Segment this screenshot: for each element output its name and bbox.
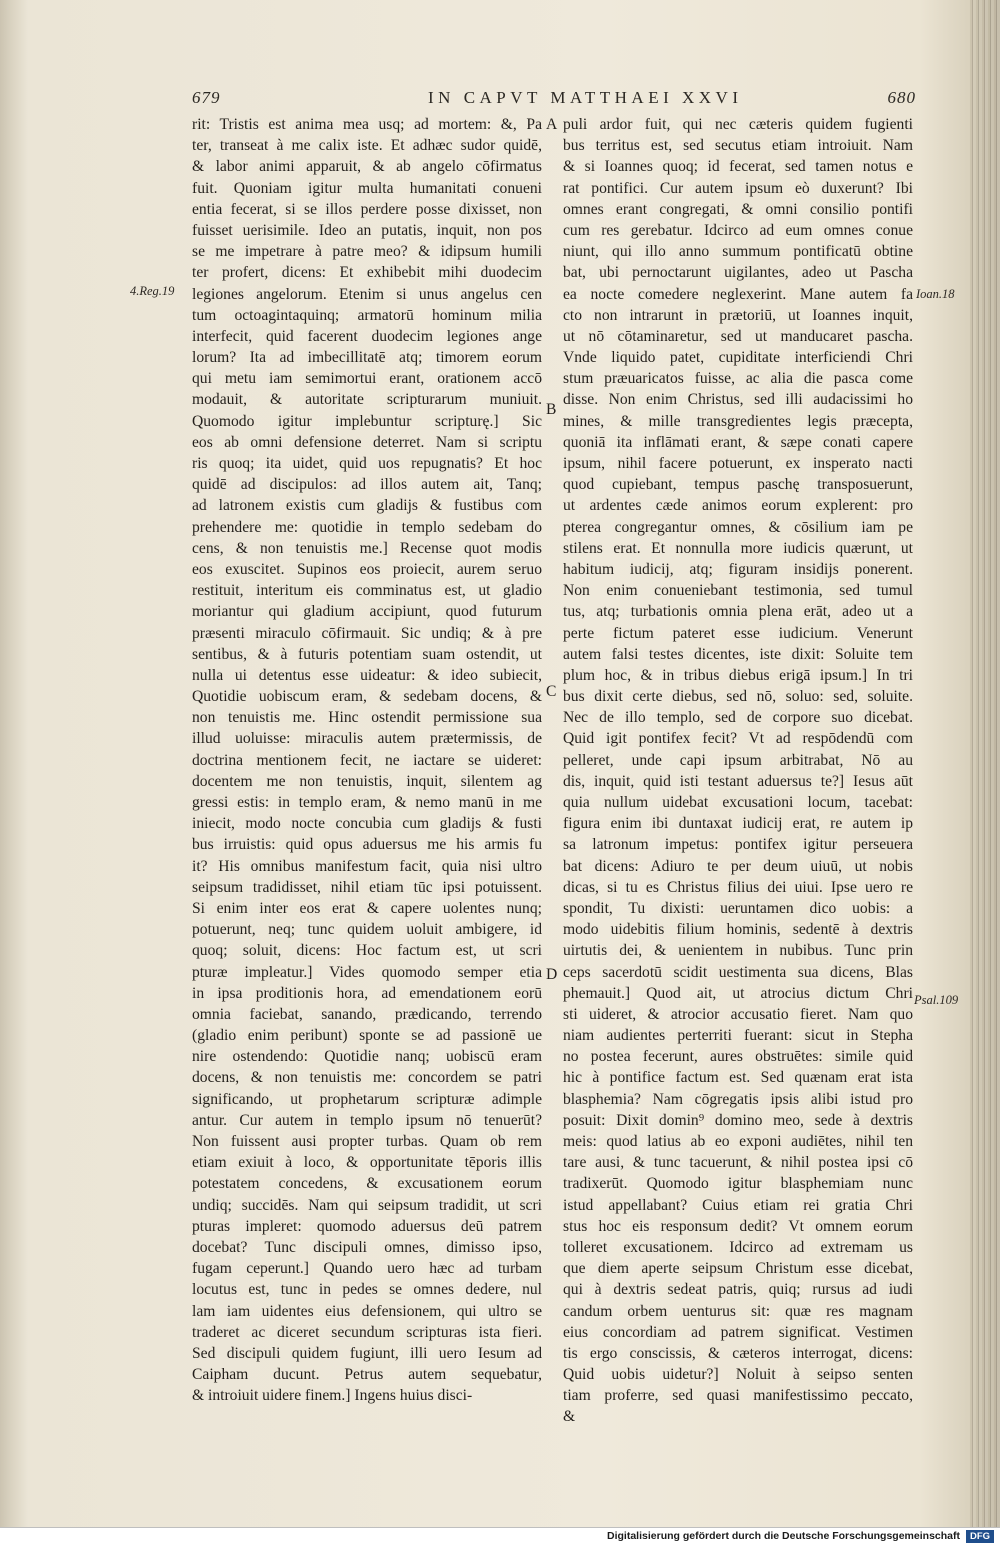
text-line: prehendere me: quotidie in templo sedebam do: [192, 518, 542, 536]
text-line: it? His omnibus manifestum facit, quia nisi ultro: [192, 857, 542, 875]
text-line: fugam ceperunt.] Quando uero hæc ad turbam: [192, 1260, 542, 1278]
margin-note-ioan-18: Ioan.18: [916, 287, 955, 301]
text-line: rit: Tristis est anima mea usq; ad mortem: &, Pa: [192, 116, 542, 133]
text-line: pturas impleret: quomodo aduersus deū patrem: [192, 1217, 542, 1235]
text-line: bus territus est, sed secutus etiam introiuit. Nam: [563, 137, 913, 155]
text-line: autem falsi testes dicentes, iste dixit: Soluite tem: [563, 645, 913, 663]
text-line: modauit, & autoritate scripturarum muniuit.: [192, 391, 542, 409]
text-line: undiq; succidēs. Nam qui seipsum tradidit, ut scri: [192, 1196, 542, 1214]
text-line: eius concordiam ad patrem significat. Vestimen: [563, 1323, 913, 1341]
text-line: docentem me non tenuistis, inquit, silentem ag: [192, 772, 542, 790]
text-line: præsenti miraculo cōfirmauit. Sic undiq; & à pre: [192, 624, 542, 642]
text-line: antur. Cur autem in templo ipsum nō tenuerūt?: [192, 1111, 542, 1129]
text-line: lam iam uidentes eius defensionem, qui ultro se: [192, 1302, 542, 1320]
text-line: interfecit, quid facerent duodecim legiones ange: [192, 327, 542, 345]
text-line: bus dixit certe diebus, sed nō, soluo: sed, soluite.: [563, 688, 913, 706]
text-line: que diem aperte seipsum Christum esse dicebat,: [563, 1260, 913, 1278]
text-line: phemauit.] Quod ait, ut atrocius dictum Chri: [563, 984, 913, 1002]
dfg-logo: DFG: [966, 1530, 994, 1543]
text-line: ter profert, dicens: Et exhibebit mihi duodecim: [192, 264, 542, 282]
text-line: tolleret excusationem. Idcirco ad extremam us: [563, 1238, 913, 1256]
text-line: quod cupiebant, tempus paschę transposuerunt,: [563, 476, 913, 494]
text-line: Non enim conueniebant testimonia, sed tumul: [563, 582, 913, 600]
text-line: ter, transeat à me calix iste. Et adhæc sudor quidē,: [192, 137, 542, 155]
text-line: pelleret, unde capi ipsum arbitrabat, Nō au: [563, 751, 913, 769]
text-line: niunt, qui illo anno summum pontificatū obtine: [563, 243, 913, 261]
section-mark-b: B: [546, 401, 557, 418]
text-line: & introiuit uidere finem.] Ingens huius disci-: [192, 1387, 473, 1405]
text-line: uirtutis dei, & uenientem in nubibus. Tunc prin: [563, 942, 913, 960]
running-title: IN CAPVT MATTHAEI XXVI: [428, 88, 743, 107]
text-line: habitum iudicij, atq; figuram insidijs ponerent.: [563, 560, 913, 578]
text-line: potuerunt, neq; tunc quidem uoluit ambigere, id: [192, 921, 542, 939]
right-text-column: [563, 114, 913, 1428]
text-line: pterea congregantur omnes, & cōsilium iam pe: [563, 518, 913, 536]
text-line: cens, & non tenuistis me.] Recense quot modis: [192, 539, 542, 557]
text-line: Non fuissent ausi propter turbas. Quam ob rem: [192, 1133, 542, 1150]
text-line: qui à dextris sedeat patris, quiq; rursus ad iudi: [563, 1281, 913, 1299]
text-line: bat dicens: Adiuro te per deum uiuū, ut nobis: [563, 857, 913, 875]
text-line: ad latronem existis cum gladijs & fustibus com: [192, 497, 542, 515]
text-line: cto non intrarunt in prætoriū, ut Ioannes inquit,: [563, 306, 913, 324]
text-line: mines, & mille transgredientes legis præcepta,: [563, 412, 913, 430]
text-line: figura enim ibi duntaxat iudicij erat, re autem ip: [563, 815, 913, 833]
text-line: potestatem concedens, & excusationem eorum: [192, 1175, 542, 1193]
text-line: omnia faciebat, sanando, prædicando, terrendo: [192, 1005, 542, 1023]
running-header: [192, 88, 916, 112]
section-mark-a: A: [546, 116, 558, 133]
text-line: restituit, interitum eis comminatus est, ut gladio: [192, 582, 542, 600]
text-line: omnes erant congregati, & omni consilio pontifi: [563, 200, 913, 218]
text-line: ipsum, nihil facere potuerunt, ex insperato nacti: [563, 455, 913, 472]
text-line: non tenuistis me. Hinc ostendit permissione sua: [192, 709, 542, 727]
text-line: dicas, si tu es Christus filius dei uiui. Ipse uero re: [563, 878, 913, 896]
text-line: nulla ui detentus esse uideatur: & ideo subiecit,: [192, 666, 542, 684]
text-line: Si enim inter eos erat & capere uolentes nunq;: [192, 899, 542, 917]
text-line: plum hoc, & in tribus diebus erigā ipsum.] In tri: [563, 666, 913, 684]
text-line: ceps sacerdotū scidit uestimenta sua dicens, Blas: [563, 963, 913, 981]
text-line: (gladio enim peribunt) sponte se ad passionē ue: [192, 1027, 542, 1045]
text-line: nire ostendendo: Quotidie nanq; uobiscū eram: [192, 1048, 542, 1066]
text-line: ut ardentes cæde animos eorum explerent: pro: [563, 497, 913, 515]
text-line: bat, ubi pernoctarunt uigilantes, adeo ut Pascha: [563, 264, 913, 282]
text-line: perte fictum pateret esse iudicium. Venerunt: [563, 624, 913, 642]
text-line: lorum? Ita ad imbecillitatē atq; timorem eorum: [192, 349, 542, 367]
text-line: entia fecerat, si se illos perdere posse dixisset, non: [192, 200, 542, 218]
section-mark-d: D: [546, 966, 558, 983]
page-edge-gutter: [970, 0, 1000, 1527]
text-line: docens, & non tenuistis me: concordem se patri: [192, 1069, 542, 1087]
text-line: moriantur qui gladium accipiunt, quod futurum: [192, 603, 542, 621]
text-line: seipsum tradidisset, nihil etiam tūc ipsi potuissent.: [192, 878, 542, 896]
text-line: hic à pontifice factum est. Sed quænam erat ista: [563, 1069, 913, 1087]
text-line: Caipham ducunt. Petrus autem sequebatur,: [192, 1366, 542, 1384]
page-number-left: 679: [192, 88, 221, 107]
text-line: pturæ impleatur.] Vides quomodo semper etia: [192, 963, 542, 981]
text-line: eos exuscitet. Supinos eos proiecit, aurem seruo: [192, 560, 542, 578]
text-line: puli ardor fuit, qui nec cæteris quidem fugienti: [563, 116, 913, 133]
text-line: Quid uobis uidetur?] Noluit à seipso senten: [563, 1366, 913, 1384]
text-line: locutus est, tunc in pedes se omnes dedere, nul: [192, 1281, 542, 1299]
text-line: traderet ac diceret secundum scripturas ista fieri.: [192, 1323, 542, 1341]
text-line: significando, ut prophetarum scripturæ adimple: [192, 1090, 542, 1108]
text-line: & labor animi apparuit, & ab angelo cōfirmatus: [192, 158, 542, 176]
text-line: tradixerūt. Quomodo igitur blasphemiam nunc: [563, 1175, 913, 1193]
text-line: stum præuaricatos fuisse, ac alia die pasca come: [563, 370, 913, 388]
text-line: meis: quod latius ab eo exponi audiētes, nihil ten: [563, 1133, 913, 1150]
text-line: candum orbem uenturus sit: quæ res magnam: [563, 1302, 913, 1320]
text-line: &: [563, 1408, 576, 1426]
text-line: quidē ad discipulos: ad illos autem ait, Tanq;: [192, 476, 542, 494]
text-line: etiam exiuit à loco, & opportunitate tēporis illis: [192, 1154, 542, 1172]
text-line: bus irruistis: quid opus aduersus me his armis fu: [192, 836, 542, 854]
text-line: niam audientes perterriti fuerant: sicut in Stepha: [563, 1027, 913, 1045]
text-line: ut nō cōtaminaretur, sed ut manducaret pascha.: [563, 327, 913, 345]
text-line: disse. Non enim Christus, sed illi audacissimi ho: [563, 391, 913, 409]
text-line: Quid igit pontifex fecit? Vt ad respōdendū com: [563, 730, 913, 748]
text-line: gressi estis: in templo eram, & nemo manū in me: [192, 794, 542, 811]
text-line: qui metu iam semimortui erant, orationem accō: [192, 370, 542, 388]
text-line: posuit: Dixit domin⁹ domino meo, sede à dextris: [563, 1111, 913, 1129]
text-line: docebat? Tunc discipuli omnes, dimisso ipso,: [192, 1238, 542, 1256]
digitization-footer: [0, 1527, 1000, 1546]
text-line: ris quoq; ita uidet, quid uos repugnatis? Et hoc: [192, 455, 542, 472]
text-line: tis ergo conscissis, & cæteros interrogat, dicens:: [563, 1344, 913, 1362]
text-line: istud appellabant? Cuius etiam rei gratia Chri: [563, 1196, 913, 1214]
text-line: no postea fecerunt, aures obstruētes: simile quid: [563, 1048, 913, 1066]
text-line: stilens erat. Et nonnulla more iudicis quærunt, ut: [563, 539, 913, 557]
text-line: stus hoc eis responsum dedit? Vt omnem eorum: [563, 1217, 913, 1235]
text-line: cum res gerebatur. Idcirco ad eum omnes conue: [563, 221, 913, 239]
section-mark-c: C: [546, 683, 557, 700]
text-line: sti uideret, & atrocior accusatio fieret. Nam quo: [563, 1005, 913, 1023]
text-line: fuit. Quoniam igitur multa humanitati conueni: [192, 179, 542, 197]
text-line: legiones angelorum. Etenim si unus angelus cen: [192, 285, 542, 303]
text-line: tus, atq; turbationis omnia plena erāt, adeo ut a: [563, 603, 913, 621]
text-line: quia nullum uidebat excusationi locum, tacebat:: [563, 794, 913, 811]
text-line: Vnde liquido patet, cupiditate interficiendi Chri: [563, 349, 913, 367]
margin-note-4-reg-19: 4.Reg.19: [130, 284, 175, 298]
text-line: blasphemia? Nam cōgregatis ipsis alibi istud pro: [563, 1090, 913, 1108]
text-line: sentibus, & à futuris potentiam suam ostendit, ut: [192, 645, 542, 663]
text-line: iniecit, modo nocte concubia cum gladijs & fusti: [192, 815, 542, 833]
text-line: se me impetrare à patre meo? & idipsum humili: [192, 243, 542, 261]
funding-credit: Digitalisierung gefördert durch die Deutsche Forschungsgemeinschaft: [607, 1530, 960, 1542]
text-line: tare ausi, & tunc tacuerunt, & nihil postea ipsi cō: [563, 1154, 913, 1172]
text-line: fuisset uerisimile. Ideo an putatis, inquit, non pos: [192, 221, 542, 239]
text-line: doctrina mentionem fecit, ne iactare se uideret:: [192, 751, 542, 769]
text-line: in ipsa proditionis hora, ad emendationem eorū: [192, 984, 542, 1002]
text-line: sa latronum impetus: pontifex igitur perseuera: [563, 836, 913, 854]
text-line: eos ab omni defensione deterret. Nam si scriptu: [192, 433, 542, 451]
text-line: modo uidebitis filium hominis, sedentē à dextris: [563, 921, 913, 939]
text-line: & si Ioannes quoq; id fecerat, sed tamen notus e: [563, 158, 913, 176]
margin-note-psal-109: Psal.109: [914, 993, 959, 1007]
text-line: tiam proferre, sed quasi manifestissimo peccato,: [563, 1387, 913, 1405]
text-line: quoniā ita inflāmati erant, & sæpe conati capere: [563, 433, 913, 451]
text-line: Nec de illo templo, sed de corpore suo dicebat.: [563, 709, 913, 727]
text-line: Quotidie uobiscum eram, & sedebam docens, &: [192, 688, 542, 706]
text-line: illud uoluisse: miraculis autem prætermissis, de: [192, 730, 542, 748]
left-text-column: [192, 114, 542, 1406]
page-number-right: 680: [887, 88, 916, 107]
text-line: dis, inquit, quid isti testant aduersus te?] Iesus aūt: [563, 772, 913, 790]
text-line: spondit, Tu dixisti: ueruntamen dico uobis: a: [563, 899, 913, 917]
text-line: tum octoagintaquinq; armatorū hominum milia: [192, 306, 542, 324]
text-line: ea nocte comedere neglexerint. Mane autem fa: [563, 285, 913, 303]
text-line: Quomodo igitur implebuntur scripturę.] Sic: [192, 412, 542, 430]
text-line: Sed discipuli quidem fugiunt, illi uero Iesum ad: [192, 1344, 542, 1362]
text-line: quoq; soluit, dicens: Hoc factum est, ut scri: [192, 942, 542, 960]
text-line: rat pontifici. Cur autem ipsum eò duxerunt? Ibi: [563, 179, 913, 197]
